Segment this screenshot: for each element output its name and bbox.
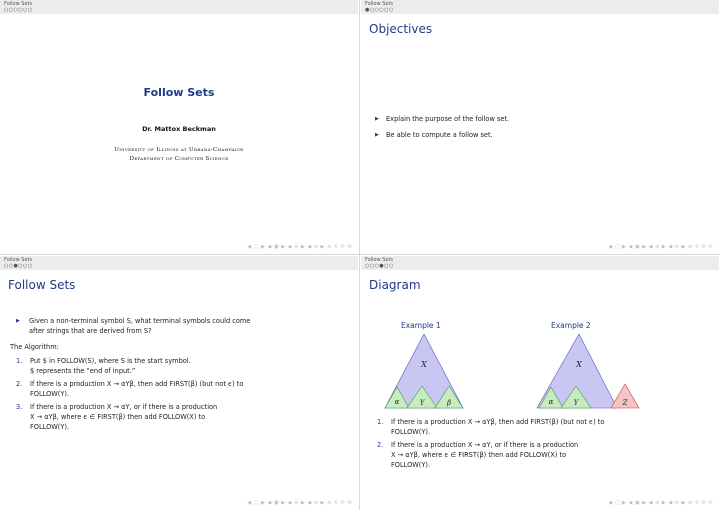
slide-follow-sets [0, 256, 358, 509]
rule-text: FOLLOW(Y). [391, 461, 431, 469]
question-line-1: Given a non-terminal symbol S, what terminal symbols could come [29, 317, 251, 325]
slide-header [361, 0, 719, 14]
diagram-rules [371, 417, 711, 473]
header-section-label[interactable]: Follow Sets [4, 1, 33, 7]
rule-text: If there is a production X → αYβ, then add FIRST(β) (but not ϵ) to [391, 418, 605, 426]
frame-title: Follow Sets [8, 278, 76, 292]
step-number: 2. [16, 380, 23, 388]
beamer-nav-symbols[interactable]: ◀ □ ▶ ◀ ▣ ▶ ◀ ≡ ▶ ◀ ≡ ▶ ≡ ⟲ ⟳ ⟲ [247, 244, 352, 250]
step-text: FOLLOW(Y). [30, 423, 70, 431]
algorithm-step [16, 402, 350, 432]
frame-title: Diagram [369, 278, 421, 292]
step-number: 1. [16, 357, 23, 365]
institution-university: University of Illinois at Urbana-Champaign [114, 147, 244, 153]
example1-x-label: X [421, 360, 427, 369]
example1-alpha-label: α [394, 398, 400, 406]
step-number: 3. [16, 403, 23, 411]
institution [0, 146, 358, 163]
header-nav-dots[interactable]: ●○○○○○ [365, 7, 394, 13]
algorithm-step [16, 356, 350, 376]
institution-department: Department of Computer Science [129, 155, 229, 162]
beamer-nav-symbols[interactable]: ◀ □ ▶ ◀ ▣ ▶ ◀ ≡ ▶ ◀ ≡ ▶ ≡ ⟲ ⟳ ⟲ [608, 244, 713, 250]
slide-header [0, 256, 358, 270]
example2-label: Example 2 [551, 321, 591, 330]
step-text: $ represents the “end of input.” [30, 367, 136, 375]
example2-y-label: Y [573, 399, 579, 407]
slide-header [0, 0, 358, 14]
objective-item: ▶ Be able to compute a follow set. [375, 131, 509, 139]
header-nav-dots[interactable]: ○○○●○○ [365, 263, 394, 269]
beamer-nav-symbols[interactable]: ◀ □ ▶ ◀ ▣ ▶ ◀ ≡ ▶ ◀ ≡ ▶ ≡ ⟲ ⟳ ⟲ [247, 500, 352, 506]
example2-x-label: X [576, 360, 582, 369]
slide-divider-horizontal [0, 254, 720, 255]
example2-alpha-label: α [548, 398, 554, 406]
example1-y-label: Y [419, 399, 425, 407]
slide-title [0, 0, 358, 253]
header-section-label[interactable]: Follow Sets [4, 257, 33, 263]
header-section-label[interactable]: Follow Sets [365, 257, 394, 263]
question-bullet [16, 316, 350, 336]
rule-number: 1. [377, 418, 384, 426]
presentation-title: Follow Sets [143, 86, 215, 99]
objectives-list [375, 115, 509, 147]
diagram-rule [377, 417, 711, 437]
rule-text: If there is a production X → αY, or if there is a production [391, 441, 579, 449]
rule-text: X → αYβ, where ϵ ∈ FIRST(β) then add FOLLOW(X) to [391, 451, 567, 459]
example1-beta-label: β [446, 399, 452, 407]
step-text: Put $ in FOLLOW(S), where S is the start symbol. [30, 357, 191, 365]
header-section-label[interactable]: Follow Sets [365, 1, 394, 7]
rule-text: FOLLOW(Y). [391, 428, 431, 436]
bullet-triangle-icon: ▶ [16, 318, 20, 324]
slide-objectives [361, 0, 719, 253]
header-nav-dots[interactable]: ○○○○○○ [4, 7, 33, 13]
algorithm-heading: The Algorithm: [10, 343, 59, 351]
author-name: Dr. Mattox Beckman [142, 125, 216, 133]
rule-number: 2. [377, 441, 384, 449]
algorithm-steps [10, 356, 350, 432]
objective-item: ▶ Explain the purpose of the follow set. [375, 115, 509, 123]
step-text: FOLLOW(Y). [30, 390, 70, 398]
question-line-2: after strings that are derived from S? [29, 327, 152, 335]
beamer-nav-symbols[interactable]: ◀ □ ▶ ◀ ▣ ▶ ◀ ≡ ▶ ◀ ≡ ▶ ≡ ⟲ ⟳ ⟲ [608, 500, 713, 506]
frame-title: Objectives [369, 22, 433, 36]
slide-divider-vertical [359, 0, 360, 510]
step-text: If there is a production X → αY, or if there is a production [30, 403, 218, 411]
algorithm-step [16, 379, 350, 399]
slide-diagram [361, 256, 719, 509]
header-nav-dots[interactable]: ○○●○○○ [4, 263, 33, 269]
diagram-rule [377, 440, 711, 470]
step-text: X → αYβ, where ϵ ∈ FIRST(β) then add FOLLOW(X) to [30, 413, 206, 421]
follow-sets-body [10, 316, 350, 435]
step-text: If there is a production X → αYβ, then add FIRST(β) (but not ϵ) to [30, 380, 244, 388]
example2-z-label: Z [622, 399, 628, 407]
example1-label: Example 1 [401, 321, 441, 330]
